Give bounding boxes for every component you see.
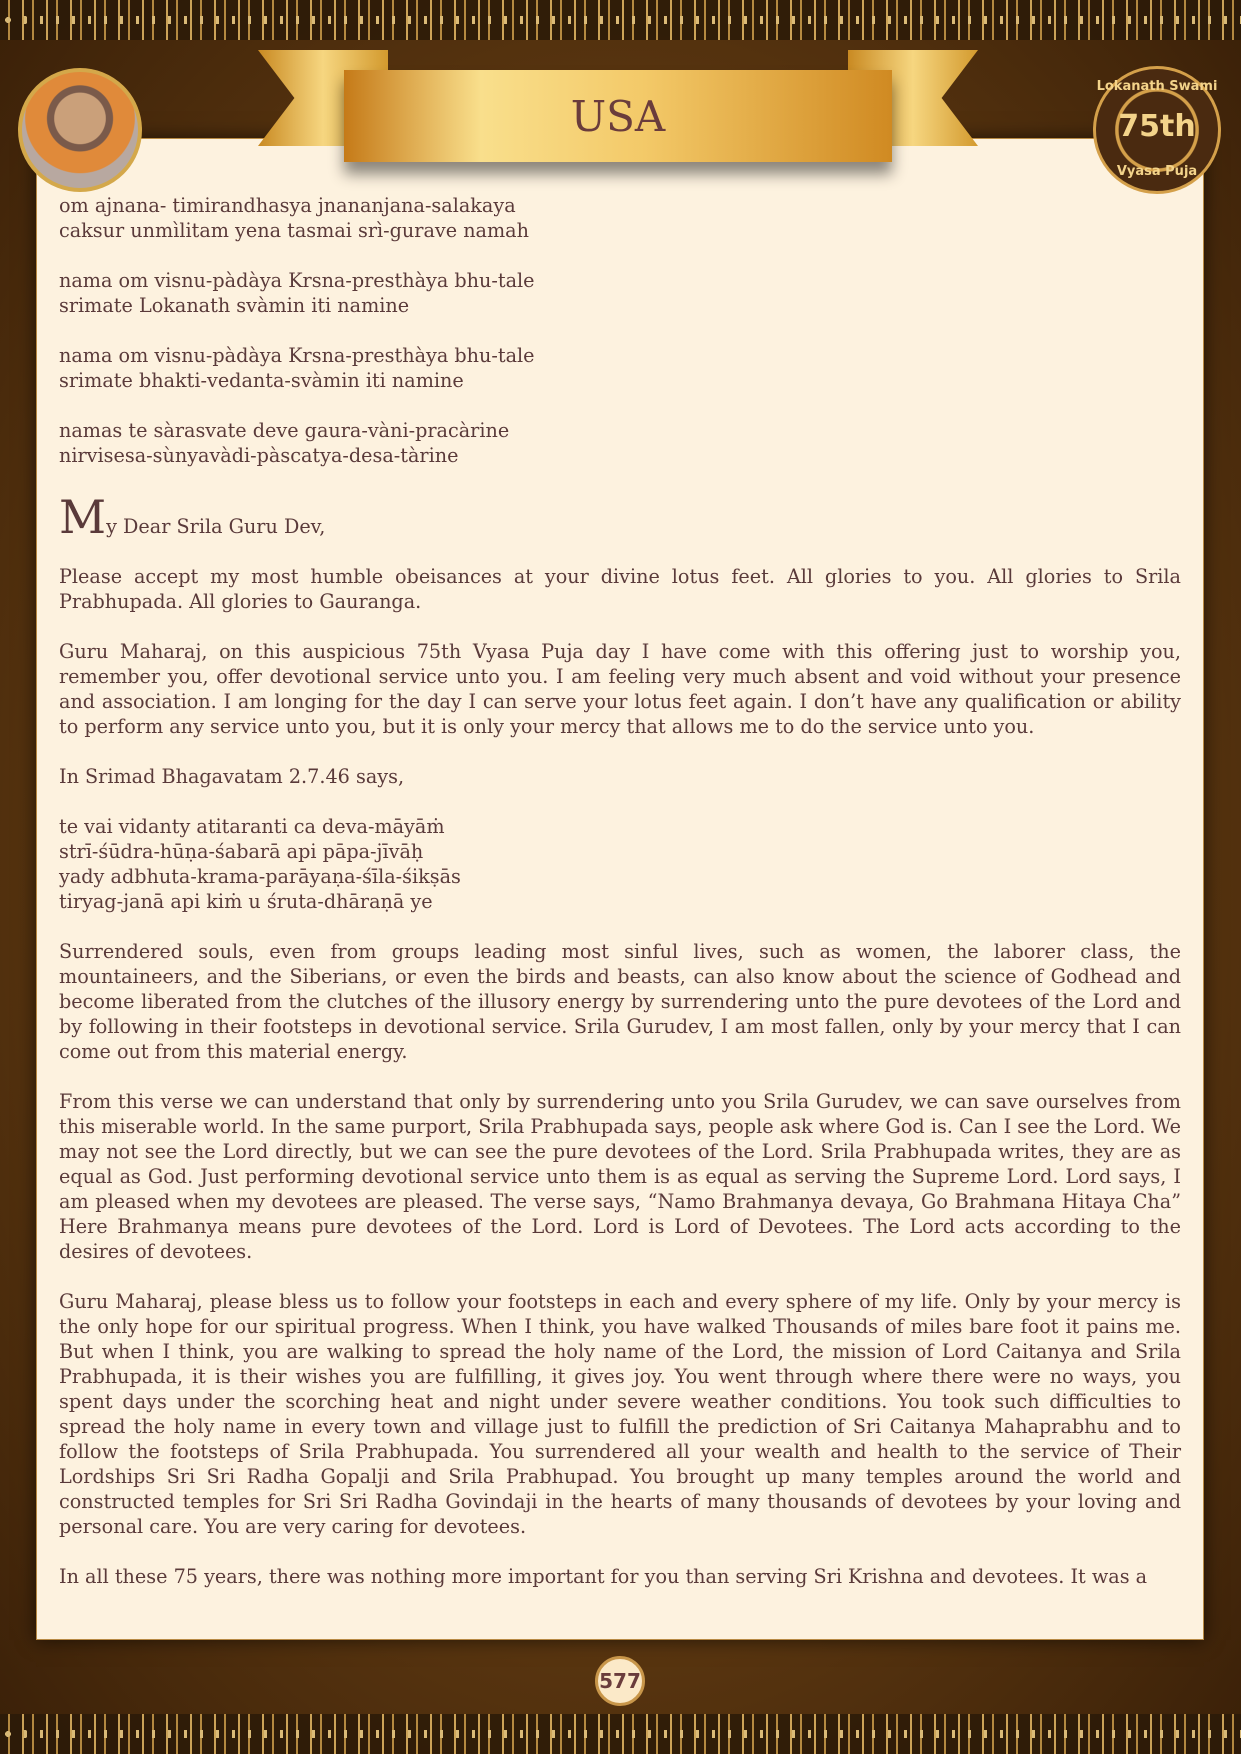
seal-number: 75th (1118, 109, 1196, 144)
verse-line: srimate bhakti-vedanta-svàmin iti namine (59, 369, 464, 392)
portrait-avatar (18, 68, 142, 192)
drop-cap: M (59, 490, 107, 544)
paragraph: Please accept my most humble obeisances at your divine lotus feet. All glories to you. All glories to Srila Prabhupada. All glories to Gauranga. (59, 565, 1181, 613)
seal-bottom-text: Vyasa Puja (1116, 164, 1198, 179)
offering-text (59, 193, 1181, 1614)
top-ornamental-border (0, 0, 1241, 40)
salutation-text: y Dear Srila Guru Dev, (106, 515, 326, 538)
bhagavatam-sloka (59, 814, 1181, 914)
verse-line: namas te sàrasvate deve gaura-vàni-pracàrine (59, 419, 510, 442)
invocation-verse-1 (59, 193, 1181, 243)
paragraph: In all these 75 years, there was nothing more important for you than serving Sri Krishna and devotees. It was a (59, 1565, 1148, 1588)
title-banner (258, 50, 978, 180)
paragraph: Surrendered souls, even from groups leading most sinful lives, such as women, the laborer class, the mountaineers, and the Siberians, or even the birds and beasts, can also know about the science of Godhead and become liberated from the clutches of the illusory energy by surrendering unto the pure devotees of the Lord and by following in their footsteps in devotional service. Srila Gurudev, I am most fallen, only by your mercy that I can come out from this material energy. (59, 940, 1181, 1063)
sloka-line: yady adbhuta-krama-parāyaṇa-śīla-śikṣās (59, 865, 461, 888)
verse-line: nama om visnu-pàdàya Krsna-presthàya bhu-tale (59, 344, 535, 367)
paragraph: Guru Maharaj, on this auspicious 75th Vyasa Puja day I have come with this offering just to worship you, remember you, offer devotional service unto you. I am feeling very much absent and void without your presence and association. I am longing for the day I can serve your lotus feet again. I don’t have any qualification or ability to perform any service unto you, but it is only your mercy that allows me to do the service unto you. (59, 640, 1181, 738)
seal-top-text: Lokanath Swami (1096, 79, 1218, 94)
sloka-line: tiryag-janā api kiṁ u śruta-dhāraṇā ye (59, 890, 433, 913)
verse-line: srimate Lokanath svàmin iti namine (59, 294, 410, 317)
paragraph: In Srimad Bhagavatam 2.7.46 says, (59, 765, 405, 788)
verse-line: caksur unmìlitam yena tasmai srì-gurave namah (59, 219, 529, 242)
page-number: 577 (595, 1656, 645, 1706)
paragraph: Guru Maharaj, please bless us to follow your footsteps in each and every sphere of my life. Only by your mercy is the only hope for our spiritual progress. When I think, you have walked Thousands of miles bare foot it pains me. But when I think, you are walking to spread the holy name of the Lord, the mission of Lord Caitanya and Srila Prabhupada, it is their wishes you are fulfilling, it gives joy. You went through where there were no ways, you spent days under the scorching heat and night under severe weather conditions. You took such difficulties to spread the holy name in every town and village just to fulfill the prediction of Sri Caitanya Mahaprabhu and to follow the footsteps of Srila Prabhupada. You surrendered all your wealth and health to the service of Their Lordships Sri Sri Radha Gopalji and Srila Prabhupad. You brought up many temples around the world and constructed temples for Sri Sri Radha Govindaji in the hearts of many thousands of devotees by your loving and personal care. You are very caring for devotees. (59, 1290, 1181, 1538)
verse-line: nirvisesa-sùnyavàdi-pàscatya-desa-tàrine (59, 444, 459, 467)
invocation-verse-3 (59, 343, 1181, 393)
bottom-ornamental-border (0, 1714, 1241, 1754)
sloka-line: strī-śūdra-hūṇa-śabarā api pāpa-jīvāḥ (59, 840, 424, 863)
anniversary-seal-icon (1093, 66, 1221, 194)
invocation-verse-4 (59, 418, 1181, 468)
invocation-verse-2 (59, 268, 1181, 318)
salutation (59, 490, 1181, 544)
paragraph: From this verse we can understand that only by surrendering unto you Srila Gurudev, we can save ourselves from this miserable world. In the same purport, Srila Prabhupada says, people ask where God is. Can I see the Lord. We may not see the Lord directly, but we can see the pure devotees of the Lord. Srila Prabhupada writes, they are as equal as God. Just performing devotional service unto them is as equal as serving the Supreme Lord. Lord says, I am pleased when my devotees are pleased. The verse says, “Namo Brahmanya devaya, Go Brahmana Hitaya Cha” Here Brahmanya means pure devotees of the Lord. Lord is Lord of Devotees. The Lord acts according to the desires of devotees. (59, 1090, 1181, 1263)
banner-title: USA (570, 92, 666, 141)
sloka-line: te vai vidanty atitaranti ca deva-māyāṁ (59, 815, 445, 838)
verse-line: om ajnana- timirandhasya jnananjana-salakaya (59, 194, 516, 217)
banner-ribbon (344, 70, 892, 162)
verse-line: nama om visnu-pàdàya Krsna-presthàya bhu-tale (59, 269, 535, 292)
